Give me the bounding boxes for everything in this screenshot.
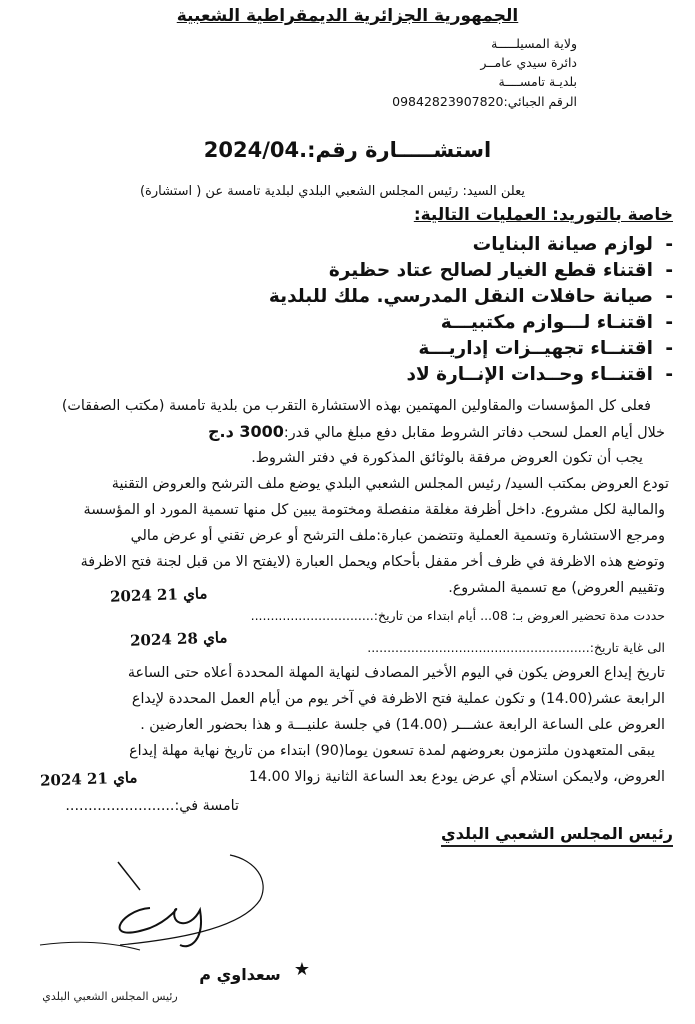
signature-stamp (0, 850, 695, 1024)
list-item: -اقتنــاء وحــدات الإنــارة لاد (406, 364, 673, 385)
paragraph-line: العروض على الساعة الرابعة عشـــر (14.00) في جلسة علنيـــة و هذا بحضور العارضين . (140, 717, 665, 733)
paragraph-line: العروض، ولايمكن استلام أي عرض يودع بعد الساعة الثانية زوالا 14.00 (248, 769, 665, 785)
date-stamp-end: 2024 ماي 28 (129, 628, 228, 650)
until-line: الى غاية تاريخ:........................................................ (367, 640, 665, 655)
fee-amount: 3000 د.ج (207, 422, 284, 441)
star-icon: ★ (293, 959, 310, 980)
wilaya: ولاية المسيلـــــة (491, 36, 577, 51)
subtitle: خاصة بالتوريد: العمليات التالية: (413, 205, 673, 225)
list-item: -لوازم صيانة البنايات (472, 234, 673, 255)
signatory-title: رئيس المجلس الشعبي البلدي (441, 824, 673, 847)
paragraph-line: خلال أيام العمل لسحب دفاتر الشروط مقابل دفع مبلغ مالي قدر:3000 د.ج (207, 422, 665, 441)
paragraph-line: تاريخ إيداع العروض يكون في اليوم الأخير المصادف لنهاية المهلة المحددة أعلاه حتى الساعة (127, 665, 665, 681)
signatory-name: سعداوي م (199, 965, 281, 984)
operations-list (269, 232, 673, 388)
place-date: تامسة في:........................ (65, 798, 239, 814)
tax-id: الرقم الجبائي:09842823907820 (392, 94, 577, 109)
paragraph-line: وتوضع هذه الاظرفة في ظرف أخر مقفل بأحكام ويحمل العبارة (لايفتح الا من قبل لجنة فتح الاظرفة (80, 554, 665, 570)
paragraph-line: فعلى كل المؤسسات والمقاولين المهتمين بهذه الاستشارة التقرب من بلدية تامسة (مكتب الصفقات) (61, 398, 651, 414)
consultation-number: استشـــــارة رقم:.2024/04 (203, 138, 492, 162)
paragraph-line: الرابعة عشر(14.00) و تكون عملية فتح الاظرفة في آخر يوم من أيام العمل المحددة لإيداع (131, 691, 665, 707)
date-stamp-start: 2024 ماي 21 (109, 584, 208, 606)
stamp-text: رئيس المجلس الشعبي البلدي (42, 990, 178, 1003)
paragraph-line: يبقى المتعهدون ملتزمون بعروضهم لمدة تسعون يوما(90) ابتداء من تاريخ نهاية مهلة إيداع (129, 743, 655, 759)
list-item: -اقتنـاء لـــوازم مكتبيـــة (440, 312, 673, 333)
list-item: -اقتناء قطع الغيار لصالح عتاد حظيرة (328, 260, 673, 281)
paragraph-line: تودع العروض بمكتب السيد/ رئيس المجلس الشعبي البلدي يوضع ملف الترشح والعروض التقنية (111, 476, 669, 492)
list-item: -اقتنــاء تجهيــزات إداريـــة (418, 338, 673, 359)
paragraph-line: وتقييم العروض) مع تسمية المشروع. (448, 580, 665, 596)
date-stamp-sign: 2024 ماي 21 (39, 768, 138, 790)
republic-title-text: الجمهورية الجزائرية الديمقراطية الشعبية (176, 6, 519, 26)
paragraph-line: يجب أن تكون العروض مرفقة بالوثائق المذكورة في دفتر الشروط. (251, 450, 643, 466)
commune: بلديـة تامســــة (498, 74, 577, 89)
daira: دائرة سيدي عامــر (480, 55, 577, 70)
duration-line: حددت مدة تحضير العروض بـ: 08... أيام ابتداء من تاريخ:............................... (250, 608, 665, 623)
list-item: -صيانة حافلات النقل المدرسي. ملك للبلدية (268, 286, 673, 307)
republic-title (0, 6, 695, 26)
intro-text: يعلن السيد: رئيس المجلس الشعبي البلدي لبلدية تامسة عن ( استشارة) (139, 184, 525, 199)
paragraph-line: والمالية لكل مشروع. داخل أظرفة مغلقة منفصلة ومختومة يبين كل منها تسمية المورد او المؤسسة (83, 502, 665, 518)
paragraph-line: ومرجع الاستشارة وتسمية العملية وتتضمن عبارة:ملف الترشح أو عرض تقني أو عرض مالي (130, 528, 665, 544)
